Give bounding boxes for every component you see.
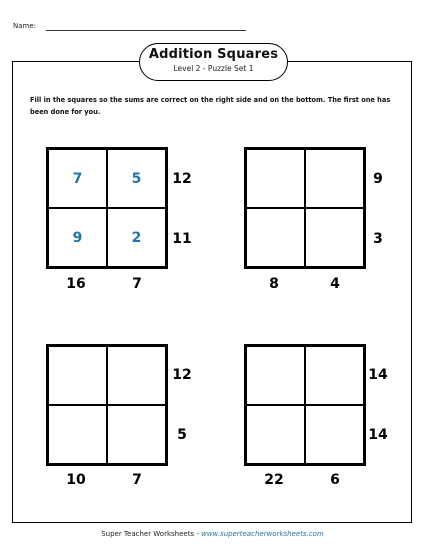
col-sum: 22 xyxy=(264,472,284,488)
puzzle-cell: 2 xyxy=(107,208,166,267)
col-sum: 8 xyxy=(269,276,279,292)
footer-brand: Super Teacher Worksheets xyxy=(101,530,195,538)
puzzle-cell[interactable] xyxy=(246,208,305,267)
footer xyxy=(0,530,425,538)
row-sum: 3 xyxy=(373,231,383,247)
row-sum: 5 xyxy=(177,427,187,443)
puzzle-cell[interactable] xyxy=(107,405,166,464)
name-label: Name: xyxy=(13,22,37,30)
puzzle-cell[interactable] xyxy=(246,346,305,405)
puzzle-grid-1 xyxy=(46,147,168,269)
col-sum: 16 xyxy=(66,276,86,292)
instructions: Fill in the squares so the sums are correct on the right side and on the bottom. The first one has been done for you. xyxy=(30,96,391,116)
footer-url-link[interactable]: www.superteacherworksheets.com xyxy=(201,530,324,538)
puzzle-cell[interactable] xyxy=(246,149,305,208)
puzzle-cell[interactable] xyxy=(305,149,364,208)
col-sum: 4 xyxy=(330,276,340,292)
puzzle-cell[interactable] xyxy=(305,208,364,267)
puzzle-cell[interactable] xyxy=(48,346,107,405)
puzzle-cell[interactable] xyxy=(107,346,166,405)
puzzle-cell[interactable] xyxy=(305,346,364,405)
row-sum: 14 xyxy=(368,427,388,443)
row-sum: 11 xyxy=(172,231,192,247)
name-line xyxy=(46,30,246,31)
puzzle-cell: 7 xyxy=(48,149,107,208)
col-sum: 7 xyxy=(132,472,142,488)
worksheet-subtitle: Level 2 - Puzzle Set 1 xyxy=(173,64,254,73)
col-sum: 7 xyxy=(132,276,142,292)
puzzle-cell[interactable] xyxy=(48,405,107,464)
puzzle-cell[interactable] xyxy=(246,405,305,464)
row-sum: 9 xyxy=(373,171,383,187)
puzzle-cell[interactable] xyxy=(305,405,364,464)
title-box xyxy=(139,43,288,81)
puzzle-grid-4[interactable] xyxy=(244,344,366,466)
footer-separator: - xyxy=(194,530,202,538)
row-sum: 12 xyxy=(172,367,192,383)
puzzle-grid-2[interactable] xyxy=(244,147,366,269)
row-sum: 14 xyxy=(368,367,388,383)
col-sum: 6 xyxy=(330,472,340,488)
puzzle-grid-3[interactable] xyxy=(46,344,168,466)
puzzle-cell: 5 xyxy=(107,149,166,208)
puzzle-cell: 9 xyxy=(48,208,107,267)
row-sum: 12 xyxy=(172,171,192,187)
worksheet-title: Addition Squares xyxy=(148,47,279,62)
col-sum: 10 xyxy=(66,472,86,488)
